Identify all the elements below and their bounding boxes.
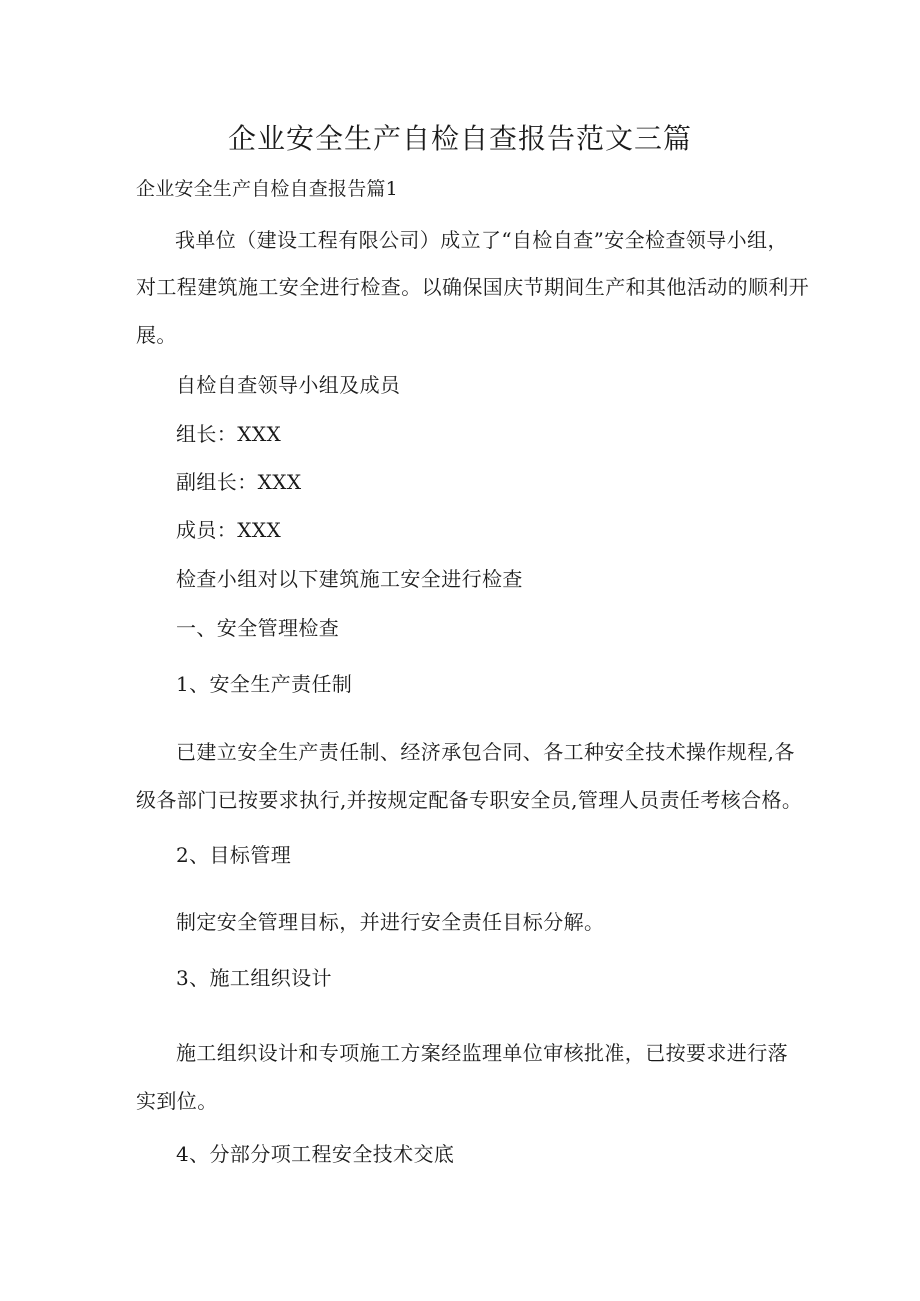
item-heading: 3、施工组织设计 <box>176 966 332 990</box>
item-heading: 1、安全生产责任制 <box>176 672 353 696</box>
deputy-leader-line: 副组长：XXX <box>176 470 302 494</box>
paragraph-line: 级各部门已按要求执行,并按规定配备专职安全员,管理人员责任考核合格。 <box>136 788 803 812</box>
paragraph-line: 施工组织设计和专项施工方案经监理单位审核批准，已按要求进行落 <box>176 1041 788 1065</box>
paragraph-line: 我单位（建设工程有限公司）成立了“自检自查”安全检查领导小组， <box>175 228 788 252</box>
document-title: 企业安全生产自检自查报告范文三篇 <box>227 122 692 155</box>
item-heading: 2、目标管理 <box>176 843 292 867</box>
leader-line: 组长：XXX <box>176 422 282 446</box>
paragraph-line: 已建立安全生产责任制、经济承包合同、各工种安全技术操作规程,各 <box>176 740 795 764</box>
paragraph-line: 展。 <box>136 323 177 347</box>
paragraph-line: 实到位。 <box>136 1089 218 1113</box>
members-line: 成员：XXX <box>176 518 282 542</box>
paragraph-line: 对工程建筑施工安全进行检查。以确保国庆节期间生产和其他活动的顺利开 <box>136 275 810 299</box>
item-heading: 4、分部分项工程安全技术交底 <box>176 1142 455 1166</box>
section-heading: 一、安全管理检查 <box>176 616 340 640</box>
group-heading: 自检自查领导小组及成员 <box>176 373 401 397</box>
paragraph-line: 检查小组对以下建筑施工安全进行检查 <box>176 567 523 591</box>
section-subtitle: 企业安全生产自检自查报告篇1 <box>136 178 398 200</box>
paragraph-line: 制定安全管理目标，并进行安全责任目标分解。 <box>176 910 605 934</box>
